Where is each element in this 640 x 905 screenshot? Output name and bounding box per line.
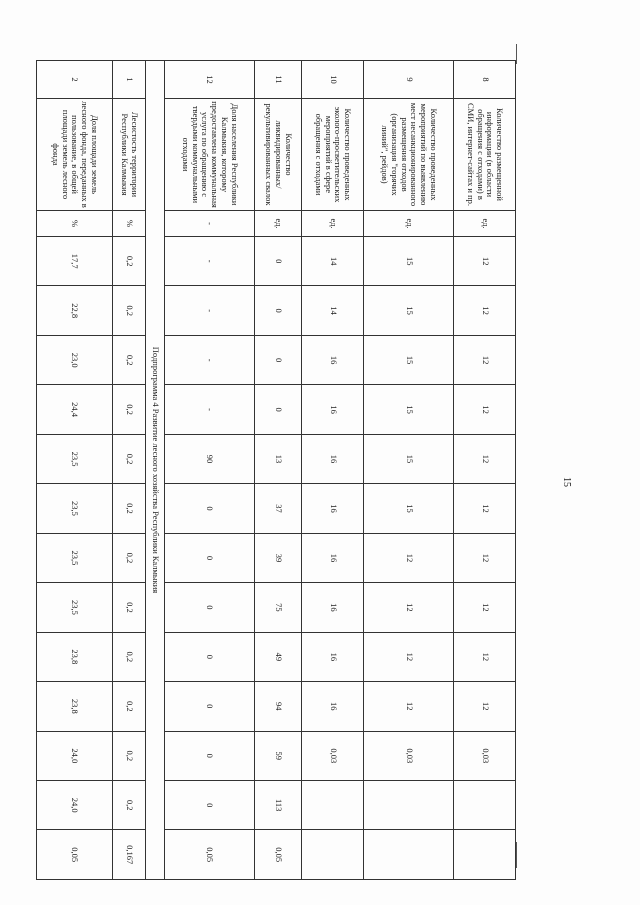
table-row — [454, 61, 516, 880]
subprogram-header-row — [146, 61, 165, 880]
value-cell: 0,2 — [113, 731, 146, 780]
value-cell: 15 — [364, 286, 454, 335]
value-cell: 0,2 — [113, 434, 146, 483]
value-cell: 14 — [302, 237, 364, 286]
value-cell: 15 — [364, 237, 454, 286]
value-cell: 0 — [164, 583, 254, 632]
value-cell: 39 — [255, 533, 302, 582]
value-cell: 0 — [255, 286, 302, 335]
value-cell: 23,5 — [37, 434, 113, 483]
empty-cell — [302, 780, 364, 829]
value-cell: 0,2 — [113, 632, 146, 681]
row-number: 2 — [37, 61, 113, 99]
row-unit: % — [113, 211, 146, 237]
empty-cell — [364, 830, 454, 880]
empty-cell — [454, 830, 516, 880]
value-cell: 23,5 — [37, 533, 113, 582]
row-description: Количество проведенных мероприятий по выявлению мест несанкционированного размещения отходов (организация "горячих линий", рейдов) — [364, 99, 454, 211]
table-row — [364, 61, 454, 880]
value-cell: 0 — [164, 780, 254, 829]
value-cell: 17,7 — [37, 237, 113, 286]
value-cell: 15 — [364, 484, 454, 533]
row-unit: - — [164, 211, 254, 237]
value-cell: 0 — [164, 533, 254, 582]
page-number: 15 — [561, 477, 572, 487]
value-cell: 0,2 — [113, 682, 146, 731]
value-cell: 12 — [454, 434, 516, 483]
row-number: 12 — [164, 61, 254, 99]
value-cell: 0 — [164, 484, 254, 533]
value-cell: 0 — [164, 682, 254, 731]
row-description: Количество размещенной информации (в области обращения с отходами) в СМИ, интернет-сайтах и пр. — [454, 99, 516, 211]
value-cell: 16 — [302, 335, 364, 384]
value-cell: 0,2 — [113, 484, 146, 533]
value-cell: 24,4 — [37, 385, 113, 434]
value-cell: 94 — [255, 682, 302, 731]
value-cell: 0,05 — [37, 830, 113, 880]
value-cell: 0 — [255, 385, 302, 434]
value-cell: 0,03 — [454, 731, 516, 780]
value-cell: - — [164, 335, 254, 384]
value-cell: 12 — [364, 533, 454, 582]
row-number: 10 — [302, 61, 364, 99]
value-cell: 16 — [302, 682, 364, 731]
row-description: Количество проведенных эколого-просветительских мероприятий в сфере обращения с отходами — [302, 99, 364, 211]
value-cell: 23,5 — [37, 583, 113, 632]
value-cell: 0,2 — [113, 237, 146, 286]
value-cell: 0,2 — [113, 385, 146, 434]
value-cell: 12 — [454, 682, 516, 731]
value-cell: 0 — [164, 731, 254, 780]
row-unit: % — [37, 211, 113, 237]
row-number: 9 — [364, 61, 454, 99]
value-cell: 12 — [454, 385, 516, 434]
value-cell: 12 — [454, 533, 516, 582]
value-cell: 12 — [454, 237, 516, 286]
value-cell: 37 — [255, 484, 302, 533]
value-cell: 0 — [255, 335, 302, 384]
row-description: Количество ликвидированных/рекультивированных свалок — [255, 99, 302, 211]
value-cell: 12 — [454, 335, 516, 384]
value-cell: 113 — [255, 780, 302, 829]
value-cell: 0,2 — [113, 335, 146, 384]
value-cell: 16 — [302, 533, 364, 582]
value-cell: 75 — [255, 583, 302, 632]
row-unit: ед. — [302, 211, 364, 237]
value-cell: 0,03 — [364, 731, 454, 780]
value-cell: 0 — [164, 632, 254, 681]
empty-cell — [364, 780, 454, 829]
value-cell: 12 — [454, 583, 516, 632]
value-cell: 0,2 — [113, 533, 146, 582]
value-cell: 0,05 — [164, 830, 254, 880]
value-cell: 16 — [302, 385, 364, 434]
value-cell: 23,5 — [37, 484, 113, 533]
value-cell: - — [164, 286, 254, 335]
rotated-table-wrapper — [36, 60, 516, 880]
value-cell: 24,0 — [37, 780, 113, 829]
value-cell: 16 — [302, 632, 364, 681]
row-description: Лесистость территории Республики Калмыкия — [113, 99, 146, 211]
value-cell: 0,2 — [113, 583, 146, 632]
value-cell: 49 — [255, 632, 302, 681]
value-cell: 23,0 — [37, 335, 113, 384]
subprogram-title: Подпрограмма 4 Развитие лесного хозяйства Республики Калмыкия — [146, 61, 165, 880]
value-cell: - — [164, 237, 254, 286]
row-unit: ед. — [364, 211, 454, 237]
value-cell: 14 — [302, 286, 364, 335]
value-cell: 0,2 — [113, 286, 146, 335]
table-row — [113, 61, 146, 880]
table-row — [37, 61, 113, 880]
value-cell: 23,8 — [37, 682, 113, 731]
table-row — [302, 61, 364, 880]
row-number: 1 — [113, 61, 146, 99]
value-cell: 16 — [302, 583, 364, 632]
empty-cell — [454, 780, 516, 829]
top-crop-line — [516, 44, 517, 64]
table-row — [255, 61, 302, 880]
value-cell: 0,2 — [113, 780, 146, 829]
empty-cell — [302, 830, 364, 880]
value-cell: 13 — [255, 434, 302, 483]
value-cell: 12 — [364, 632, 454, 681]
row-number: 11 — [255, 61, 302, 99]
value-cell: 12 — [454, 286, 516, 335]
indicators-table — [36, 60, 516, 880]
bottom-crop-line — [516, 842, 517, 868]
row-unit: ед. — [255, 211, 302, 237]
value-cell: 12 — [454, 632, 516, 681]
table-row — [164, 61, 254, 880]
value-cell: 15 — [364, 385, 454, 434]
value-cell: 16 — [302, 434, 364, 483]
value-cell: 0 — [255, 237, 302, 286]
value-cell: 12 — [364, 583, 454, 632]
value-cell: 0,03 — [302, 731, 364, 780]
value-cell: 16 — [302, 484, 364, 533]
row-description: Доля населения Республики Калмыкия, которому предоставлена коммунальная услуга по обращению с твердыми коммунальными отходами — [164, 99, 254, 211]
value-cell: 59 — [255, 731, 302, 780]
row-number: 8 — [454, 61, 516, 99]
row-description: Доля площади земель лесного фонда, переданных в пользование, в общей площади земель лесного фонда — [37, 99, 113, 211]
value-cell: 0,167 — [113, 830, 146, 880]
value-cell: 12 — [364, 682, 454, 731]
value-cell: 24,0 — [37, 731, 113, 780]
value-cell: 90 — [164, 434, 254, 483]
row-unit: ед. — [454, 211, 516, 237]
value-cell: 12 — [454, 484, 516, 533]
value-cell: 22,8 — [37, 286, 113, 335]
value-cell: 15 — [364, 335, 454, 384]
value-cell: 23,8 — [37, 632, 113, 681]
value-cell: 0,05 — [255, 830, 302, 880]
value-cell: 15 — [364, 434, 454, 483]
value-cell: - — [164, 385, 254, 434]
